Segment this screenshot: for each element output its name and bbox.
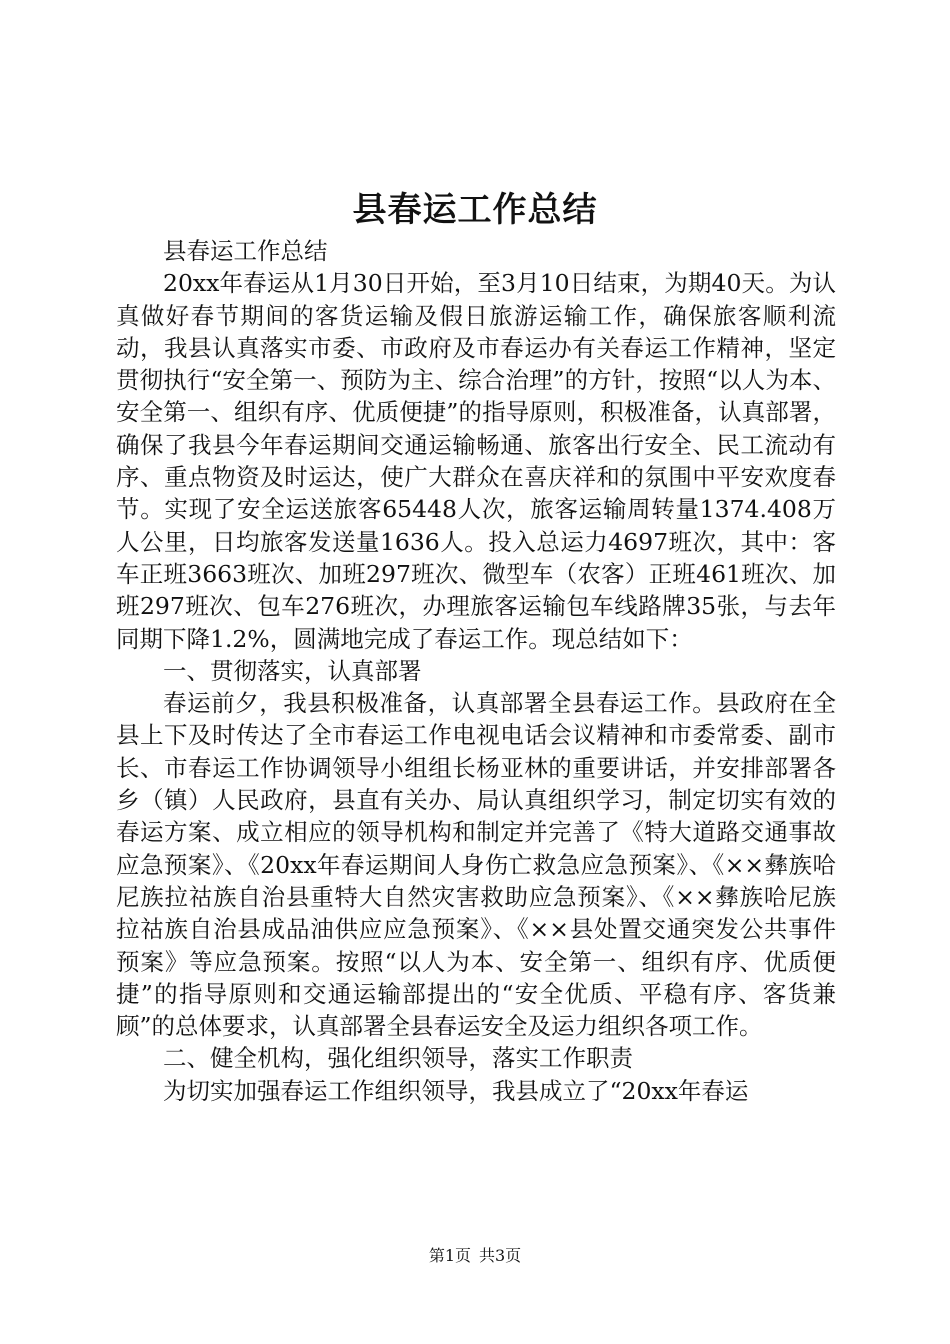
section-heading-1: 一、贯彻落实，认真部署 xyxy=(163,656,422,685)
section-2-paragraph: 为切实加强春运工作组织领导，我县成立了“20xx年春运 xyxy=(163,1076,749,1105)
page-footer xyxy=(0,1246,950,1266)
page-total: 共3页 xyxy=(479,1246,522,1265)
intro-paragraph: 20xx年春运从1月30日开始，至3月10日结束，为期40天。为认真做好春节期间的客货运输及假日旅游运输工作，确保旅客顺利流动，我县认真落实市委、市政府及市春运办有关春运工作精神，坚定贯彻执行“安全第一、预防为主、综合治理”的方针，按照“以人为本、安全第一、组织有序、优质便捷”的指导原则，积极准备，认真部署，确保了我县今年春运期间交通运输畅通、旅客出行安全、民工流动有序、重点物资及时运达，使广大群众在喜庆祥和的氛围中平安欢度春节。实现了安全运送旅客65448人次，旅客运输周转量1374.408万人公里，日均旅客发送量1636人。投入总运力4697班次，其中：客车正班3663班次、加班297班次、微型车（农客）正班461班次、加班297班次、包车276班次，办理旅客运输包车线路牌35张，与去年同期下降1.2%，圆满地完成了春运工作。现总结如下： xyxy=(116,269,836,653)
document-title: 县春运工作总结 xyxy=(352,190,598,230)
page-number: 第1页 xyxy=(428,1246,471,1265)
subtitle-paragraph: 县春运工作总结 xyxy=(163,237,328,265)
document-body xyxy=(116,235,836,1107)
section-heading-2: 二、健全机构，强化组织领导，落实工作职责 xyxy=(163,1044,633,1073)
section-1-paragraph: 春运前夕，我县积极准备，认真部署全县春运工作。县政府在全县上下及时传达了全市春运工作电视电话会议精神和市委常委、副市长、市春运工作协调领导小组组长杨亚林的重要讲话，并安排部署各乡（镇）人民政府，县直有关办、局认真组织学习，制定切实有效的春运方案、成立相应的领导机构和制定并完善了《特大道路交通事故应急预案》、《20xx年春运期间人身伤亡救急应急预案》、《××彝族哈尼族拉祜族自治县重特大自然灾害救助应急预案》、《××彝族哈尼族拉祜族自治县成品油供应应急预案》、《××县处置交通突发公共事件预案》等应急预案。按照“以人为本、安全第一、组织有序、优质便捷”的指导原则和交通运输部提出的“安全优质、平稳有序、客货兼顾”的总体要求，认真部署全县春运安全及运力组织各项工作。 xyxy=(116,689,836,1041)
